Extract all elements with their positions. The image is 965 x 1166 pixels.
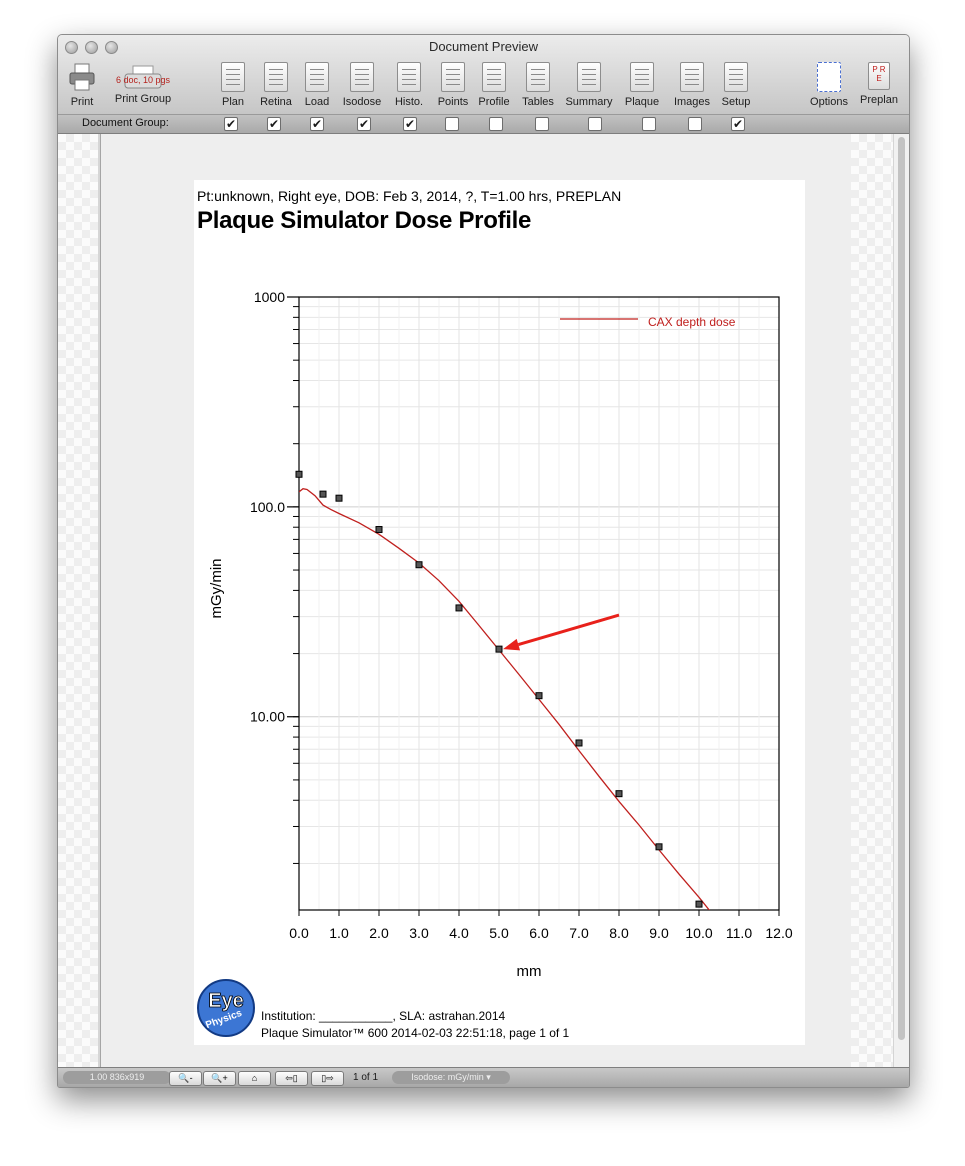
toolbar-profile-button[interactable] <box>474 62 514 110</box>
legend-label: CAX depth dose <box>648 315 736 329</box>
title-bar <box>58 35 909 115</box>
data-point <box>320 491 326 497</box>
y-tick-label: 10.00 <box>249 708 285 725</box>
x-tick-label: 3.0 <box>409 925 429 941</box>
toolbar-plaque-button[interactable] <box>622 62 662 110</box>
print-group-label: Print Group <box>114 93 172 105</box>
zoom-readout: 1.00 836x919 <box>63 1071 171 1084</box>
x-tick-label: 12.0 <box>765 925 793 941</box>
page-background <box>100 134 852 1067</box>
data-point <box>656 844 662 850</box>
toolbar-load-button[interactable] <box>300 62 334 110</box>
x-tick-label: 4.0 <box>449 925 469 941</box>
eye-physics-logo <box>197 979 255 1037</box>
document-group-checkbox-setup[interactable]: ✔ <box>732 117 744 131</box>
x-tick-label: 8.0 <box>609 925 629 941</box>
document-group-checkbox-isodose[interactable]: ✔ <box>358 117 370 131</box>
print-group-icon <box>111 62 175 92</box>
x-tick-label: 7.0 <box>569 925 589 941</box>
preplan-icon: P R E <box>868 62 890 90</box>
data-point <box>376 527 382 533</box>
document-group-checkbox-retina[interactable]: ✔ <box>268 117 280 131</box>
document-group-checkbox-profile[interactable] <box>489 117 503 131</box>
next-page-button[interactable]: ▯⇨ <box>311 1071 344 1086</box>
dose-profile-chart <box>194 180 805 980</box>
zoom-in-button[interactable]: 🔍+ <box>203 1071 236 1086</box>
preview-content[interactable] <box>58 134 909 1067</box>
data-point <box>616 791 622 797</box>
data-point <box>536 693 542 699</box>
toolbar-item-label: Load <box>304 96 330 108</box>
images-icon <box>680 62 704 92</box>
profile-icon <box>482 62 506 92</box>
toolbar-tables-button[interactable] <box>519 62 557 110</box>
x-tick-label: 0.0 <box>289 925 309 941</box>
vertical-scrollbar[interactable] <box>893 134 909 1067</box>
toolbar-item-label: Tables <box>522 96 554 108</box>
report-title: Plaque Simulator Dose Profile <box>197 207 532 234</box>
report-page <box>194 180 805 1045</box>
footer-line: Plaque Simulator™ 600 2014-02-03 22:51:18, page 1 of 1 <box>261 1026 570 1040</box>
document-group-checkbox-summary[interactable] <box>588 117 602 131</box>
retina-icon <box>264 62 288 92</box>
y-axis-label: mGy/min <box>208 558 225 619</box>
institution-line: Institution: ___________, SLA: astrahan.2014 <box>261 1009 506 1023</box>
page-indicator: 1 of 1 <box>353 1072 379 1083</box>
x-axis-label: mm <box>516 963 542 980</box>
toolbar-retina-button[interactable] <box>257 62 295 110</box>
left-margin <box>58 134 98 1067</box>
setup-icon <box>724 62 748 92</box>
tables-icon <box>526 62 550 92</box>
data-point <box>496 646 502 652</box>
zoom-out-button[interactable]: 🔍- <box>169 1071 202 1086</box>
data-point <box>336 495 342 501</box>
annotation-arrow-head <box>503 639 520 651</box>
preplan-label: Preplan <box>860 94 898 106</box>
data-point <box>576 740 582 746</box>
x-tick-label: 6.0 <box>529 925 549 941</box>
print-group-badge: 6 doc, 10 pgs <box>115 75 171 85</box>
toolbar-item-label: Histo. <box>394 96 424 108</box>
print-group-button[interactable] <box>111 62 175 110</box>
document-group-checkbox-images[interactable] <box>688 117 702 131</box>
document-group-checkbox-plan[interactable]: ✔ <box>225 117 237 131</box>
patient-header: Pt:unknown, Right eye, DOB: Feb 3, 2014, ?, T=1.00 hrs, PREPLAN <box>197 188 622 204</box>
printer-icon <box>67 62 97 92</box>
x-tick-label: 9.0 <box>649 925 669 941</box>
toolbar-item-label: Profile <box>478 96 510 108</box>
toolbar-item-label: Setup <box>721 96 751 108</box>
document-group-checkbox-tables[interactable] <box>535 117 549 131</box>
x-tick-label: 10.0 <box>685 925 713 941</box>
summary-icon <box>577 62 601 92</box>
toolbar-item-label: Points <box>437 96 469 108</box>
document-group-checkbox-load[interactable]: ✔ <box>311 117 323 131</box>
toolbar-item-label: Isodose <box>342 96 382 108</box>
document-group-label: Document Group: <box>82 117 169 129</box>
logo-subtext: Physics <box>204 1007 244 1032</box>
preplan-button[interactable] <box>857 62 901 110</box>
y-tick-label: 100.0 <box>249 498 285 515</box>
data-point <box>416 562 422 568</box>
toolbar-setup-button[interactable] <box>717 62 755 110</box>
toolbar-points-button[interactable] <box>434 62 472 110</box>
options-button[interactable] <box>807 62 851 110</box>
print-button[interactable] <box>67 62 97 110</box>
document-group-checkbox-points[interactable] <box>445 117 459 131</box>
window-title: Document Preview <box>428 39 539 54</box>
points-icon <box>441 62 465 92</box>
toolbar-images-button[interactable] <box>670 62 714 110</box>
load-icon <box>305 62 329 92</box>
toolbar-item-label: Summary <box>565 96 613 108</box>
data-point <box>296 471 302 477</box>
x-tick-label: 5.0 <box>489 925 509 941</box>
toolbar-item-label: Retina <box>260 96 292 108</box>
histogram-icon <box>397 62 421 92</box>
options-icon <box>817 62 841 92</box>
options-label: Options <box>810 96 848 108</box>
data-point <box>456 605 462 611</box>
right-margin <box>851 134 894 1067</box>
x-tick-label: 1.0 <box>329 925 349 941</box>
isodose-units-label: Isodose: mGy/min <box>411 1072 484 1082</box>
previous-page-button[interactable]: ⇦▯ <box>275 1071 308 1086</box>
toolbar-histo-button[interactable] <box>390 62 428 110</box>
toolbar-plan-button[interactable] <box>215 62 251 110</box>
isodose-units-select[interactable] <box>392 1071 510 1084</box>
annotation-arrow-shaft <box>518 615 619 645</box>
document-group-checkbox-plaque[interactable] <box>642 117 656 131</box>
toolbar-summary-button[interactable] <box>561 62 617 110</box>
document-preview-window <box>57 34 910 1088</box>
toolbar-isodose-button[interactable] <box>340 62 384 110</box>
chevron-down-icon: ▾ <box>486 1072 491 1082</box>
x-tick-label: 2.0 <box>369 925 389 941</box>
toolbar-item-label: Plan <box>221 96 245 108</box>
document-group-bar <box>58 115 909 134</box>
document-group-checkbox-histo[interactable]: ✔ <box>404 117 416 131</box>
print-label: Print <box>70 96 94 108</box>
data-point <box>696 901 702 907</box>
toolbar-item-label: Plaque <box>624 96 660 108</box>
cax-depth-dose-line <box>299 489 727 932</box>
y-tick-label: 1000 <box>253 289 285 305</box>
status-bar <box>58 1067 909 1088</box>
toolbar-item-label: Images <box>673 96 711 108</box>
isodose-icon <box>350 62 374 92</box>
plan-icon <box>221 62 245 92</box>
x-tick-label: 11.0 <box>725 925 753 941</box>
logo-text: Eye <box>208 990 244 1012</box>
scrollbar-thumb[interactable] <box>898 137 905 1040</box>
plaque-icon <box>630 62 654 92</box>
home-button[interactable]: ⌂ <box>238 1071 271 1086</box>
